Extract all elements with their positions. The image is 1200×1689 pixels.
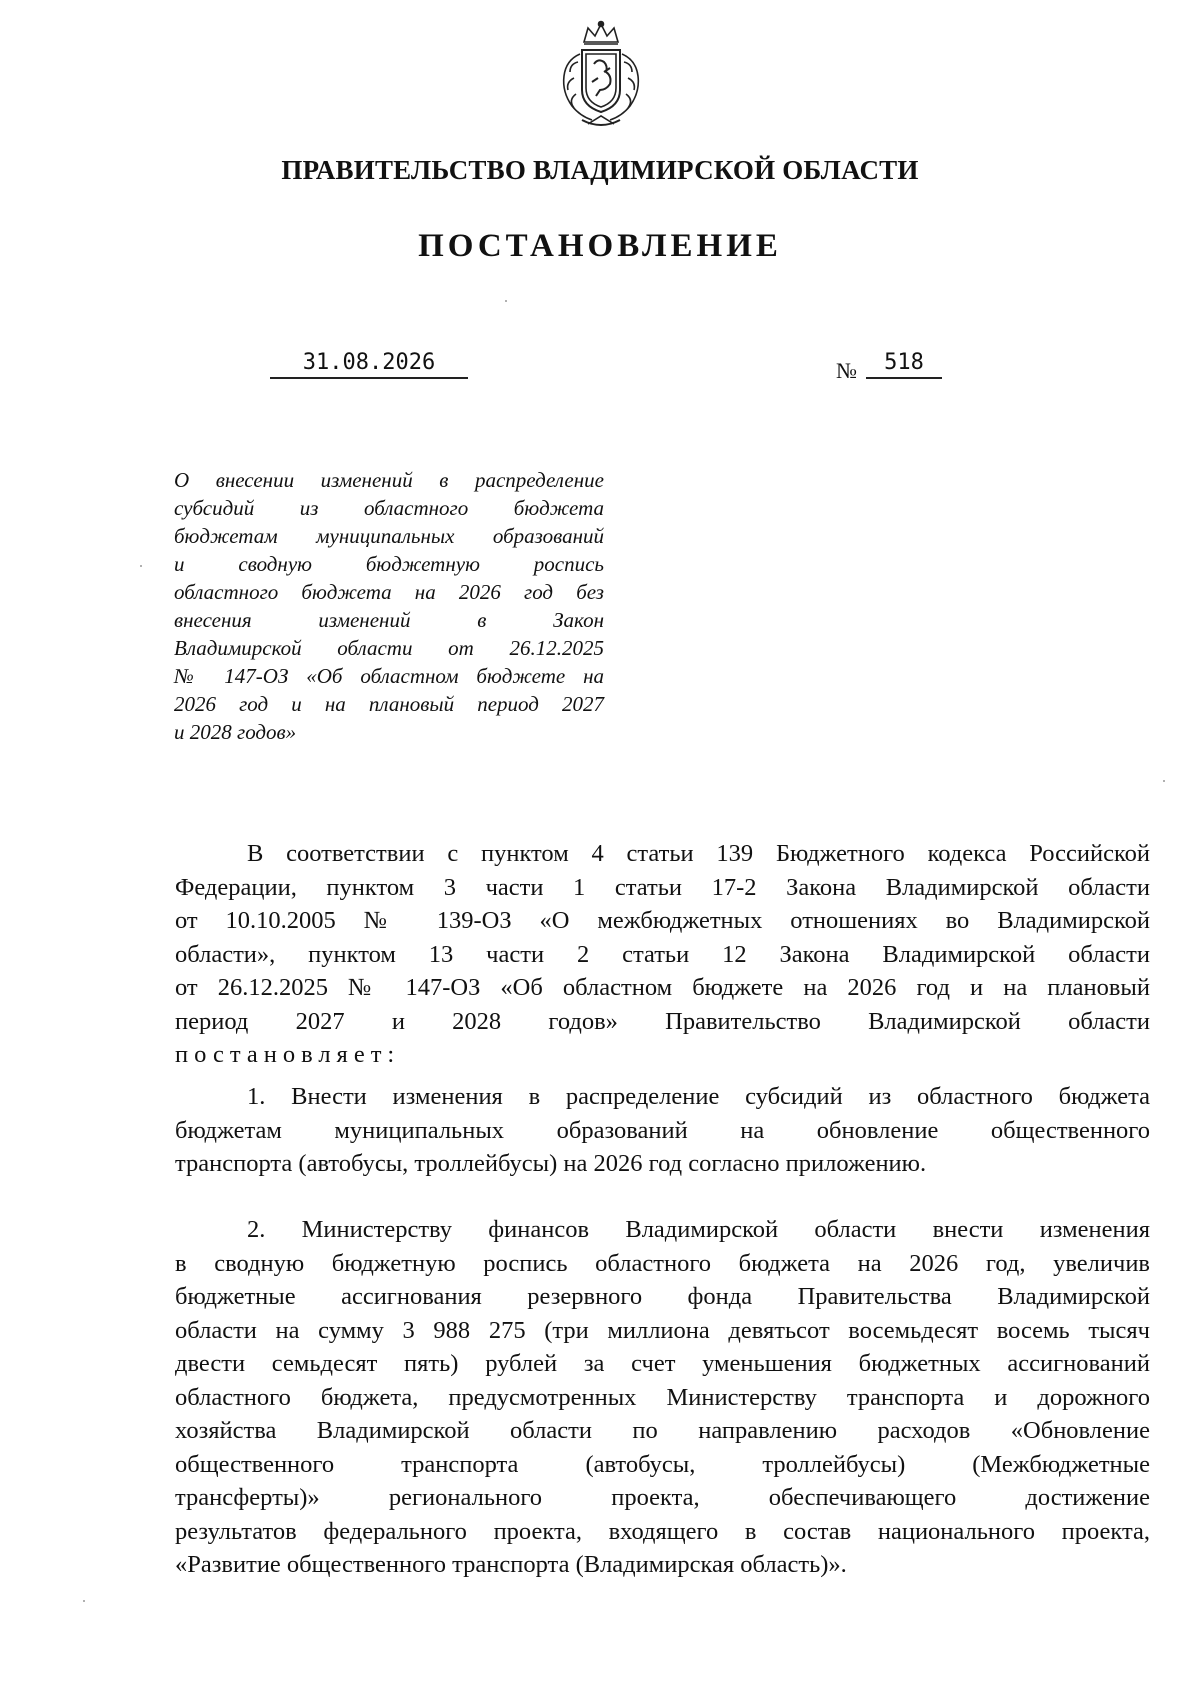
item-1-paragraph: [175, 1080, 1150, 1181]
item-2-line: 2. Министерству финансов Владимирской области внести изменения: [247, 1216, 1150, 1243]
subject-line: областного бюджета на 2026 год без: [174, 580, 604, 604]
scan-speck: [1163, 780, 1165, 782]
preamble-line-decree: постановляет:: [175, 1041, 401, 1068]
item-1-line: бюджетам муниципальных образований на обновление общественного: [175, 1116, 1150, 1144]
preamble-line: В соответствии с пунктом 4 статьи 139 Бюджетного кодекса Российской: [247, 840, 1150, 867]
preamble-line: Федерации, пунктом 3 части 1 статьи 17-2 Закона Владимирской области: [175, 873, 1150, 901]
item-2-line: в сводную бюджетную роспись областного бюджета на 2026 год, увеличив: [175, 1249, 1150, 1277]
item-2-paragraph: [175, 1213, 1150, 1582]
preamble-line: период 2027 и 2028 годов» Правительство Владимирской области: [175, 1007, 1150, 1035]
item-2-line: «Развитие общественного транспорта (Владимирская область)».: [175, 1551, 847, 1578]
item-2-line: двести семьдесят пять) рублей за счет уменьшения бюджетных ассигнований: [175, 1350, 1150, 1377]
number-sign: №: [836, 358, 857, 383]
date-value: 31.08.2026: [302, 350, 436, 375]
subject-line: 2026 год и на плановый период 2027: [174, 692, 604, 716]
scan-speck: [505, 300, 507, 302]
preamble-line: от 26.12.2025 № 147-ОЗ «Об областном бюджете на 2026 год и на плановый: [175, 974, 1150, 1001]
subject-line: и 2028 годов»: [174, 720, 297, 744]
document-subject: [174, 466, 604, 746]
item-2-line: бюджетные ассигнования резервного фонда Правительства Владимирской: [175, 1283, 1150, 1310]
subject-line: Владимирской области от 26.12.2025: [174, 636, 604, 660]
subject-line: бюджетам муниципальных образований: [174, 524, 604, 548]
preamble-paragraph: [175, 837, 1150, 1072]
scan-speck: [140, 565, 142, 567]
item-2-line: хозяйства Владимирской области по направлению расходов «Обновление: [175, 1417, 1150, 1444]
coat-of-arms-icon: [552, 20, 650, 132]
subject-line: субсидий из областного бюджета: [174, 496, 604, 520]
item-2-line: трансферты)» регионального проекта, обеспечивающего достижение: [175, 1484, 1150, 1511]
document-type-title: ПОСТАНОВЛЕНИЕ: [418, 228, 782, 264]
item-2-line: областного бюджета, предусмотренных Министерству транспорта и дорожного: [175, 1383, 1150, 1411]
subject-line: О внесении изменений в распределение: [174, 468, 604, 492]
number-value: 518: [866, 350, 942, 379]
item-1-line: транспорта (автобусы, троллейбусы) на 2026 год согласно приложению.: [175, 1150, 927, 1177]
organization-title: ПРАВИТЕЛЬСТВО ВЛАДИМИРСКОЙ ОБЛАСТИ: [281, 155, 919, 185]
subject-line: внесения изменений в Закон: [174, 608, 604, 632]
subject-line: № 147-ОЗ «Об областном бюджете на: [174, 664, 604, 688]
item-1-line: 1. Внести изменения в распределение субсидий из областного бюджета: [247, 1083, 1150, 1110]
preamble-line: от 10.10.2005 № 139-ОЗ «О межбюджетных отношениях во Владимирской: [175, 907, 1150, 934]
document-number: [836, 350, 946, 386]
item-2-line: области на сумму 3 988 275 (три миллиона девятьсот восемьдесят восемь тысяч: [175, 1316, 1150, 1344]
subject-line: и сводную бюджетную роспись: [174, 552, 604, 576]
item-2-line: результатов федерального проекта, входящего в состав национального проекта,: [175, 1517, 1150, 1545]
document-date: [270, 350, 468, 379]
scan-speck: [83, 1600, 85, 1602]
item-2-line: общественного транспорта (автобусы, троллейбусы) (Межбюджетные: [175, 1450, 1150, 1478]
preamble-line: области», пунктом 13 части 2 статьи 12 Закона Владимирской области: [175, 940, 1150, 968]
